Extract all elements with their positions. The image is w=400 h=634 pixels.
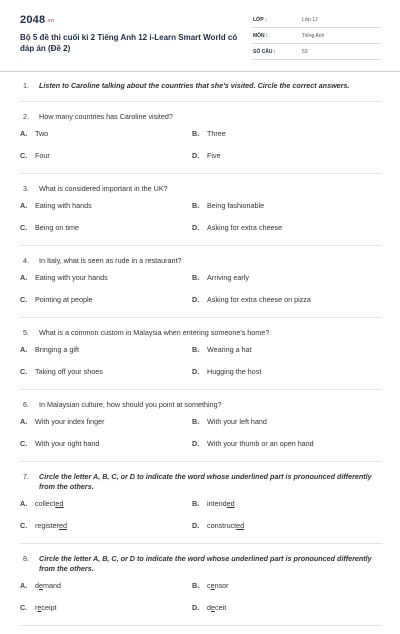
word-part: ceit (215, 603, 227, 612)
word-part: Five (207, 151, 221, 160)
word-part: Arriving early (207, 273, 249, 282)
word-part: Three (207, 129, 226, 138)
option-letter: D. (192, 521, 200, 530)
option-letter: C. (20, 151, 28, 160)
answer-options (20, 499, 382, 543)
option-text (35, 499, 63, 509)
word-part: Four (35, 151, 50, 160)
word-part: register (35, 521, 59, 530)
question-text: In Italy, what is seen as rude in a restaurant? (39, 256, 182, 265)
option-letter: C. (20, 603, 28, 612)
answer-options (20, 345, 382, 389)
answer-options (20, 581, 382, 625)
word-part: construct (207, 521, 237, 530)
option-text (207, 439, 314, 449)
meta-row-grade (253, 14, 380, 28)
option-letter: A. (20, 499, 28, 508)
logo-suffix: .vn (46, 18, 55, 24)
question-item (20, 182, 382, 246)
meta-value: Tiếng Anh (302, 33, 325, 39)
logo-text: 2048 (20, 14, 46, 26)
word-part: Being fashionable (207, 201, 265, 210)
option-text (207, 367, 261, 377)
option-text (207, 345, 252, 355)
question-stem (20, 112, 382, 122)
question-stem (20, 256, 382, 266)
underlined-part: e (210, 581, 215, 590)
meta-label: LỚP : (253, 17, 267, 23)
question-text: What is considered important in the UK? (39, 184, 168, 193)
option-text (35, 273, 108, 283)
option-text (207, 499, 235, 509)
option-letter: B. (192, 201, 200, 210)
question-text: How many countries has Caroline visited? (39, 112, 173, 121)
word-part: Bringing a gift (35, 345, 79, 354)
site-logo[interactable] (20, 14, 54, 26)
option-text (35, 417, 105, 427)
option-letter: B. (192, 581, 200, 590)
question-stem (20, 554, 382, 574)
word-part: Wearing a hat (207, 345, 252, 354)
underlined-part: ed (236, 521, 245, 530)
option-letter: D. (192, 367, 200, 376)
meta-value: 53 (302, 49, 308, 55)
word-part: c (207, 581, 211, 590)
word-part: Asking for extra cheese on pizza (207, 295, 311, 304)
question-stem (20, 184, 382, 194)
answer-options (20, 273, 382, 317)
option-letter: C. (20, 295, 28, 304)
word-part: intend (207, 499, 227, 508)
option-text (207, 273, 249, 283)
word-part: nsor (214, 581, 229, 590)
option-letter: A. (20, 129, 28, 138)
word-part: Two (35, 129, 49, 138)
answer-options (20, 129, 382, 173)
word-part: Pointing at people (35, 295, 93, 304)
word-part: mand (43, 581, 61, 590)
underlined-part: e (37, 603, 42, 612)
option-text (35, 223, 79, 233)
word-part: d (35, 581, 39, 590)
underlined-part: ed (58, 521, 67, 530)
question-text: Circle the letter A, B, C, or D to indicate the word whose underlined part is pronounced differently from the others. (39, 472, 372, 491)
option-letter: B. (192, 129, 200, 138)
option-letter: B. (192, 499, 200, 508)
underlined-part: e (39, 581, 43, 590)
option-letter: D. (192, 603, 200, 612)
option-text (35, 129, 48, 139)
word-part: Eating with your hands (35, 273, 108, 282)
option-letter: A. (20, 273, 28, 282)
option-text (35, 201, 92, 211)
option-text (35, 345, 79, 355)
option-text (207, 295, 311, 305)
question-number: 8. (23, 554, 29, 563)
question-list (20, 79, 382, 634)
word-part: Hugging the host (207, 367, 262, 376)
meta-label: SỐ CÂU : (253, 49, 276, 55)
option-text (207, 581, 229, 591)
option-letter: A. (20, 201, 28, 210)
question-number: 3. (23, 184, 29, 193)
answer-options (20, 201, 382, 245)
question-item (20, 326, 382, 390)
option-letter: B. (192, 417, 200, 426)
word-part: With your thumb or an open hand (207, 439, 314, 448)
option-text (207, 417, 267, 427)
question-stem (20, 472, 382, 492)
option-text (207, 129, 226, 139)
option-letter: C. (20, 223, 28, 232)
meta-label: MÔN : (253, 33, 268, 39)
question-stem (20, 328, 382, 338)
question-item (20, 552, 382, 626)
underlined-part: ed (55, 499, 64, 508)
question-item (20, 254, 382, 318)
option-letter: D. (192, 223, 200, 232)
meta-value: Lớp 12 (302, 17, 318, 23)
question-text: In Malaysian culture, how should you point at something? (39, 400, 222, 409)
option-letter: C. (20, 439, 28, 448)
word-part: d (207, 603, 211, 612)
question-text: Circle the letter A, B, C, or D to indicate the word whose underlined part is pronounced differently from the others. (39, 554, 372, 573)
option-letter: D. (192, 439, 200, 448)
option-letter: B. (192, 273, 200, 282)
header-divider (0, 71, 400, 72)
word-part: ceipt (41, 603, 57, 612)
option-letter: D. (192, 295, 200, 304)
question-stem (20, 81, 382, 91)
option-letter: A. (20, 417, 28, 426)
option-text (35, 581, 61, 591)
option-letter: D. (192, 151, 200, 160)
question-item (20, 110, 382, 174)
meta-row-subject (253, 30, 380, 44)
option-text (207, 151, 221, 161)
question-item (20, 398, 382, 462)
option-text (35, 521, 67, 531)
document-title: Bộ 5 đề thi cuối kì 2 Tiếng Anh 12 i-Learn Smart World có đáp án (Đề 2) (20, 33, 238, 53)
option-text (35, 439, 99, 449)
question-number: 4. (23, 256, 29, 265)
option-text (207, 603, 226, 613)
question-text: What is a common custom in Malaysia when entering someone's home? (39, 328, 270, 337)
word-part: Being on time (35, 223, 79, 232)
word-part: Taking off your shoes (35, 367, 103, 376)
word-part: Eating with hands (35, 201, 92, 210)
question-number: 6. (23, 400, 29, 409)
question-text: Listen to Caroline talking about the countries that she's visited. Circle the correct answers. (39, 81, 350, 90)
word-part: With your left hand (207, 417, 267, 426)
word-part: With your right hand (35, 439, 100, 448)
option-text (35, 295, 93, 305)
question-item (20, 79, 382, 102)
option-text (35, 603, 57, 613)
option-text (207, 201, 264, 211)
page-header (20, 14, 380, 70)
word-part: With your index finger (35, 417, 105, 426)
question-stem (20, 400, 382, 410)
question-number: 1. (23, 81, 29, 90)
question-number: 7. (23, 472, 29, 481)
word-part: collect (35, 499, 56, 508)
option-text (35, 151, 50, 161)
option-letter: C. (20, 521, 28, 530)
option-letter: A. (20, 345, 28, 354)
meta-row-count (253, 46, 380, 60)
document-meta (253, 14, 380, 62)
option-letter: C. (20, 367, 28, 376)
option-letter: B. (192, 345, 200, 354)
word-part: Asking for extra cheese (207, 223, 283, 232)
option-text (35, 367, 103, 377)
underlined-part: ed (226, 499, 235, 508)
option-text (207, 521, 244, 531)
underlined-part: e (211, 603, 215, 612)
option-letter: A. (20, 581, 28, 590)
answer-options (20, 417, 382, 461)
question-item (20, 470, 382, 544)
question-number: 5. (23, 328, 29, 337)
word-part: r (35, 603, 38, 612)
question-number: 2. (23, 112, 29, 121)
option-text (207, 223, 282, 233)
